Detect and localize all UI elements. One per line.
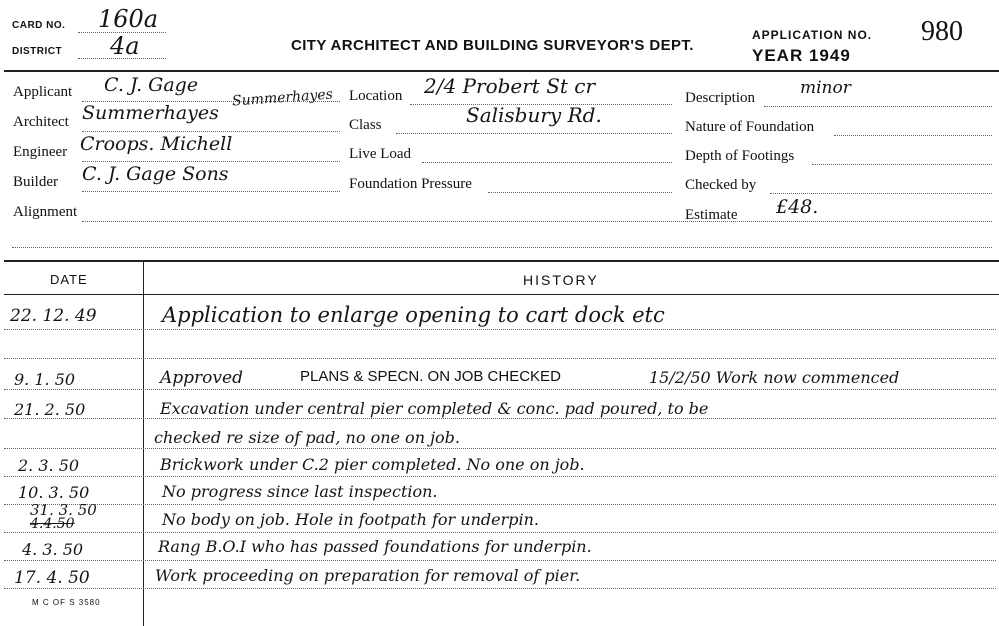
foundation-pressure-label: Foundation Pressure: [349, 176, 472, 192]
row-date: 10. 3. 50: [18, 483, 90, 502]
row-history: No body on job. Hole in footpath for underpin.: [162, 510, 539, 529]
row-date: 4. 3. 50: [22, 540, 84, 559]
builder-label: Builder: [13, 174, 58, 190]
applicant-value: C. J. Gage: [104, 74, 199, 96]
applicant-label: Applicant: [13, 84, 73, 100]
architect-label: Architect: [13, 114, 69, 130]
application-label: APPLICATION NO.: [752, 28, 873, 42]
row-date-struck: 4.4.50: [30, 516, 75, 532]
class-value: Salisbury Rd.: [466, 103, 602, 127]
architect-value-secondary: Summerhayes: [231, 86, 334, 110]
row-date: 22. 12. 49: [10, 306, 97, 326]
engineer-label: Engineer: [13, 144, 68, 160]
date-column-header: DATE: [50, 272, 88, 287]
builder-value: C. J. Gage Sons: [82, 163, 229, 185]
row-date: 31. 3. 50: [30, 501, 97, 519]
year-label: YEAR 1949: [752, 46, 851, 65]
row-history: Rang B.O.I who has passed foundations for underpin.: [158, 537, 592, 556]
department-title: CITY ARCHITECT AND BUILDING SURVEYOR'S DEPT.: [291, 37, 694, 54]
header-rule: [4, 70, 999, 72]
row-history: Application to enlarge opening to cart dock etc: [162, 303, 665, 327]
depth-of-footings-label: Depth of Footings: [685, 148, 795, 164]
row-date: 2. 3. 50: [18, 456, 80, 475]
table-header-rule: [4, 294, 999, 295]
row-history: Brickwork under C.2 pier completed. No one on job.: [160, 455, 585, 474]
row-history: Excavation under central pier completed & conc. pad poured, to be: [160, 399, 709, 418]
row-history-tail: 15/2/50 Work now commenced: [649, 368, 900, 387]
card-no-value: 160a: [98, 5, 159, 33]
checked-by-label: Checked by: [685, 177, 757, 193]
form-code: M C OF S 3580: [32, 598, 101, 607]
card-no-label: CARD NO.: [12, 20, 66, 31]
live-load-label: Live Load: [349, 146, 412, 162]
row-history: checked re size of pad, no one on job.: [154, 428, 460, 447]
row-history-stamp: PLANS & SPECN. ON JOB CHECKED: [300, 368, 561, 385]
row-history: Work proceeding on preparation for removal of pier.: [155, 566, 581, 585]
description-value: minor: [800, 78, 851, 98]
class-label: Class: [349, 117, 382, 133]
history-column-header: HISTORY: [523, 272, 599, 288]
table-top-rule: [4, 260, 999, 262]
location-value: 2/4 Probert St cr: [424, 74, 596, 98]
estimate-value: £48.: [776, 196, 819, 218]
row-date: 21. 2. 50: [14, 400, 86, 419]
date-column-divider: [143, 262, 144, 626]
row-date: 9. 1. 50: [14, 370, 76, 389]
district-value: 4a: [110, 32, 140, 60]
nature-of-foundation-label: Nature of Foundation: [685, 119, 815, 135]
alignment-label: Alignment: [13, 204, 78, 220]
row-date: 17. 4. 50: [14, 568, 90, 588]
description-label: Description: [685, 90, 755, 106]
district-label: DISTRICT: [12, 46, 63, 57]
row-history: No progress since last inspection.: [162, 482, 438, 501]
location-label: Location: [349, 88, 403, 104]
application-number: 980: [921, 16, 963, 47]
row-history-handwritten: Approved: [160, 368, 243, 388]
engineer-value: Croops. Michell: [80, 133, 233, 155]
architect-value: Summerhayes: [82, 102, 219, 124]
estimate-label: Estimate: [685, 207, 738, 223]
